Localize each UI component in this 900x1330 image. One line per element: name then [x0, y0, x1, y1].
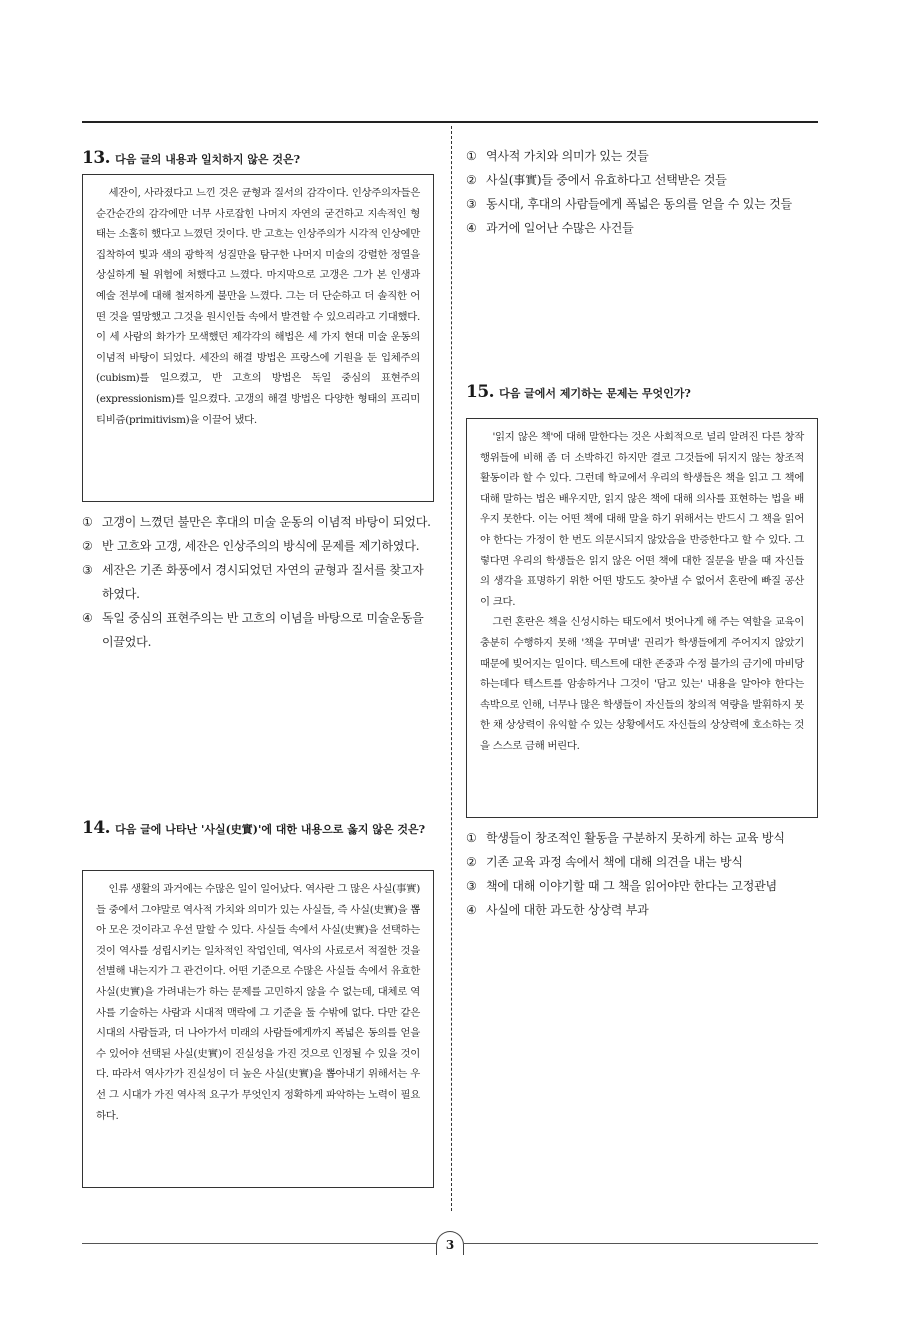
footer-rule-right	[464, 1243, 818, 1244]
footer-rule-left	[82, 1243, 436, 1244]
question-14-text: 다음 글에 나타난 '사실(史實)'에 대한 내용으로 옳지 않은 것은?	[115, 823, 426, 836]
q14-choice-4[interactable]	[466, 216, 818, 240]
choice-text: 사실(事實)들 중에서 유효하다고 선택받은 것들	[486, 173, 727, 187]
choice-text: 세잔은 기존 화풍에서 경시되었던 자연의 균형과 질서를 찾고자 하였다.	[102, 563, 424, 601]
choice-mark: ③	[82, 563, 93, 577]
question-13-number: 13.	[82, 148, 111, 168]
choice-text: 역사적 가치와 의미가 있는 것들	[486, 149, 649, 163]
question-15-passage-p2: 그런 혼란은 책을 신성시하는 태도에서 벗어나게 해 주는 역할을 교육이 충분히 수행하지 못해 '책을 꾸며낼' 권리가 학생들에게 주어지지 않았기 때문에 빚어지는 일이다. 텍스트에 대한 존중과 수정 불가의 금기에 마비당하는데다 텍스트를 암송하거나 그것이 '담고 있는' 내용을 알아야 한다는 속박으로 인해, 너무나 많은 학생들이 자신들의 창의적 역량을 발휘하지 못한 채 상상력이 유익할 수 있는 상황에서도 자신들의 상상력에 호소하는 것을 스스로 금해 버린다.	[480, 616, 804, 752]
choice-text: 동시대, 후대의 사람들에게 폭넓은 동의를 얻을 수 있는 것들	[486, 197, 792, 211]
choice-mark: ①	[82, 515, 93, 529]
q13-choice-4[interactable]	[82, 606, 434, 654]
q14-choice-1[interactable]	[466, 144, 818, 168]
q13-choice-2[interactable]	[82, 534, 434, 558]
column-divider	[451, 126, 452, 1211]
choice-text: 과거에 일어난 수많은 사건들	[486, 221, 634, 235]
choice-text: 학생들이 창조적인 활동을 구분하지 못하게 하는 교육 방식	[486, 831, 785, 845]
q14-choice-2[interactable]	[466, 168, 818, 192]
choice-mark: ④	[466, 221, 477, 235]
choice-mark: ②	[466, 855, 477, 869]
choice-mark: ②	[466, 173, 477, 187]
choice-text: 반 고흐와 고갱, 세잔은 인상주의의 방식에 문제를 제기하였다.	[102, 539, 420, 553]
question-15-number: 15.	[466, 382, 495, 402]
question-15-choices	[466, 826, 818, 922]
question-14-choices	[466, 144, 818, 240]
question-15-passage-box	[466, 418, 818, 818]
choice-text: 사실에 대한 과도한 상상력 부과	[486, 903, 649, 917]
choice-mark: ②	[82, 539, 93, 553]
q15-choice-3[interactable]	[466, 874, 818, 898]
question-13-choices	[82, 510, 434, 654]
choice-mark: ④	[466, 903, 477, 917]
question-13-passage-box	[82, 174, 434, 502]
question-13-passage: 세잔이, 사라졌다고 느낀 것은 균형과 질서의 감각이다. 인상주의자들은 순간순간의 감각에만 너무 사로잡힌 나머지 자연의 굳건하고 지속적인 형태는 소홀히 했다고 느꼈던 것이다. 반 고흐는 인상주의가 시각적 인상에만 집착하여 빛과 색의 광학적 성질만을 탐구한 나머지 미술의 강렬한 정열을 상실하게 될 위험에 처했다고 느꼈다. 마지막으로 고갱은 그가 본 인생과 예술 전부에 대해 철저하게 불만을 느꼈다. 그는 더 단순하고 더 솔직한 어떤 것을 열망했고 그것을 원시인들 속에서 발견할 수 있으리라고 기대했다. 이 세 사람의 화가가 모색했던 제각각의 해법은 세 가지 현대 미술 운동의 이념적 바탕이 되었다. 세잔의 해결 방법은 프랑스에 기원을 둔 입체주의(cubism)를 일으켰고, 반 고흐의 방법은 독일 중심의 표현주의(expressionism)를 일으켰다. 고갱의 해결 방법은 다양한 형태의 프리미티비즘(primitivism)을 이끌어 냈다.	[96, 187, 420, 426]
q15-choice-1[interactable]	[466, 826, 818, 850]
header-rule	[82, 121, 818, 123]
choice-mark: ③	[466, 879, 477, 893]
q13-choice-3[interactable]	[82, 558, 434, 606]
question-14-passage-box	[82, 870, 434, 1188]
q13-choice-1[interactable]	[82, 510, 434, 534]
question-14-heading	[82, 818, 434, 840]
choice-text: 책에 대해 이야기할 때 그 책을 읽어야만 한다는 고정관념	[486, 879, 777, 893]
question-13-text: 다음 글의 내용과 일치하지 않은 것은?	[115, 153, 301, 166]
choice-mark: ①	[466, 831, 477, 845]
question-14-number: 14.	[82, 818, 111, 838]
choice-mark: ①	[466, 149, 477, 163]
question-15-heading	[466, 382, 818, 404]
question-15-passage-p1: '읽지 않은 책'에 대해 말한다는 것은 사회적으로 널리 알려진 다른 창작 행위들에 비해 좀 더 소박하긴 하지만 결코 그것들에 뒤지지 않는 창조적 활동이라 할 수 있다. 그런데 학교에서 우리의 학생들은 책을 읽고 그 책에 대해 말하는 법은 배우지만, 읽지 않은 책에 대해 의사를 표현하는 법을 배우지 못한다. 이는 어떤 책에 대해 말을 하기 위해서는 반드시 그 책을 읽어야 한다는 가정이 한 번도 의문시되지 않았음을 반증한다고 할 수 있다. 그렇다면 우리의 학생들은 읽지 않은 어떤 책에 대한 질문을 받을 때 자신들의 생각을 표명하기 위한 어떤 방도도 찾아낼 수 없어서 혼란에 빠질 공산이 크다.	[480, 431, 804, 608]
q15-choice-2[interactable]	[466, 850, 818, 874]
q15-choice-4[interactable]	[466, 898, 818, 922]
choice-text: 독일 중심의 표현주의는 반 고흐의 이념을 바탕으로 미술운동을 이끌었다.	[102, 611, 424, 649]
question-14-passage: 인류 생활의 과거에는 수많은 일이 일어났다. 역사란 그 많은 사실(事實)들 중에서 그야말로 역사적 가치와 의미가 있는 사실들, 즉 사실(史實)을 뽑아 모은 것이라고 우선 말할 수 있다. 사실들 속에서 사실(史實)을 선택하는 것이 역사를 성립시키는 일차적인 작업인데, 역사의 사료로서 적절한 것을 선별해 내는지가 그 관건이다. 어떤 기준으로 수많은 사실들 속에서 유효한 사실(史實)을 가려내는가 하는 문제를 고민하지 않을 수 없는데, 대체로 역사를 기술하는 사람과 시대적 맥락에 그 기준을 둘 수밖에 없다. 다만 같은 시대의 사람들과, 더 나아가서 미래의 사람들에게까지 폭넓은 동의를 얻을 수 있어야 선택된 사실(史實)이 진실성을 가진 것으로 인정될 수 있을 것이다. 따라서 역사가가 진실성이 더 높은 사실(史實)을 뽑아내기 위해서는 우선 그 시대가 가진 역사적 요구가 무엇인지 정확하게 파악하는 노력이 필요하다.	[96, 883, 420, 1122]
choice-text: 고갱이 느꼈던 불만은 후대의 미술 운동의 이념적 바탕이 되었다.	[102, 515, 431, 529]
page-number: 3	[436, 1231, 464, 1255]
question-13-heading	[82, 148, 434, 170]
choice-text: 기존 교육 과정 속에서 책에 대해 의견을 내는 방식	[486, 855, 743, 869]
q14-choice-3[interactable]	[466, 192, 818, 216]
question-15-text: 다음 글에서 제기하는 문제는 무엇인가?	[499, 387, 691, 400]
choice-mark: ④	[82, 611, 93, 625]
choice-mark: ③	[466, 197, 477, 211]
